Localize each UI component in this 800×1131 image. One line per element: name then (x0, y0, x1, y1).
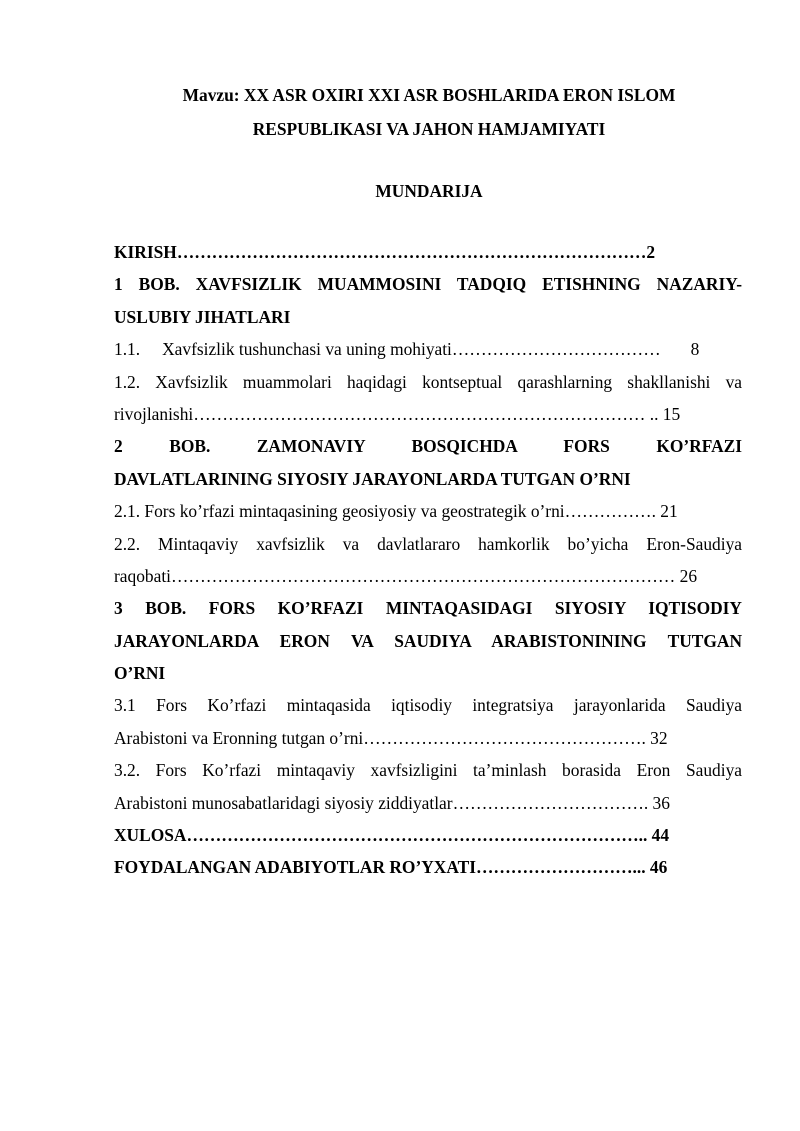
toc-chapter-3-line-3: O’RNI (114, 663, 166, 684)
toc-entry-3-2-line-2: Arabistoni munosabatlaridagi siyosiy ziddiyatlar……………………………. 36 (114, 792, 670, 813)
toc-entry-1-1-text: Xavfsizlik tushunchasi va uning mohiyati……………………………… (162, 339, 661, 360)
toc-entry-2-2-line-2: raqobati…………………………………………………………………………… 26 (114, 565, 698, 586)
toc-entry-1-2-line-2: rivojlanishi…………………………………………………………………… .. 15 (114, 403, 681, 424)
toc-entry-2-2-line-1: 2.2. Mintaqaviy xavfsizlik va davlatlararo hamkorlik bo’yicha Eron-Saudiya (114, 533, 742, 554)
document-title-line-2: RESPUBLIKASI VA JAHON HAMJAMIYATI (252, 119, 606, 139)
toc-entry-1-1 (114, 333, 742, 365)
toc-entry-3-1-line-2: Arabistoni va Eronning tutgan o’rni…………………………………………. 32 (114, 727, 668, 748)
toc-entry-3-1-line-1: 3.1 Fors Ko’rfazi mintaqasida iqtisodiy integratsiya jarayonlarida Saudiya (114, 695, 742, 716)
toc-chapter-1-line-1: 1 BOB. XAVFSIZLIK MUAMMOSINI TADQIQ ETISHNING NAZARIY- (114, 274, 742, 295)
toc-chapter-3-line-1: 3 BOB. FORS KO’RFAZI MINTAQASIDAGI SIYOSIY IQTISODIY (114, 598, 742, 619)
toc-entry-3-2-line-1: 3.2. Fors Ko’rfazi mintaqaviy xavfsizligini ta’minlash borasida Eron Saudiya (114, 760, 742, 781)
contents-heading: MUNDARIJA (375, 181, 483, 201)
toc-entry-1-1-page: 8 (690, 339, 700, 360)
toc-entry-1-2-line-1: 1.2. Xavfsizlik muammolari haqidagi kontseptual qarashlarning shakllanishi va (114, 371, 742, 392)
table-of-contents (114, 236, 742, 884)
toc-entry-kirish: KIRISH………………………………………………………………………2 (114, 242, 656, 262)
toc-entry-1-1-number: 1.1. (114, 339, 141, 360)
toc-chapter-2-line-2: DAVLATLARINING SIYOSIY JARAYONLARDA TUTGAN O’RNI (114, 468, 631, 489)
toc-chapter-2-line-1: 2 BOB. ZAMONAVIY BOSQICHDA FORS KO’RFAZI (114, 436, 742, 457)
document-title-line-1: Mavzu: XX ASR OXIRI XXI ASR BOSHLARIDA ERON ISLOM (182, 85, 676, 105)
toc-chapter-3-line-2: JARAYONLARDA ERON VA SAUDIYA ARABISTONINING TUTGAN (114, 630, 742, 651)
toc-entry-2-1: 2.1. Fors ko’rfazi mintaqasining geosiyosiy va geostrategik o’rni……………. 21 (114, 501, 678, 522)
toc-chapter-1-line-2: USLUBIY JIHATLARI (114, 306, 291, 327)
toc-entry-xulosa: XULOSA…………………………………………………………………….. 44 (114, 825, 670, 846)
toc-entry-bibliography: FOYDALANGAN ADABIYOTLAR RO’YXATI………………………... 46 (114, 857, 668, 878)
